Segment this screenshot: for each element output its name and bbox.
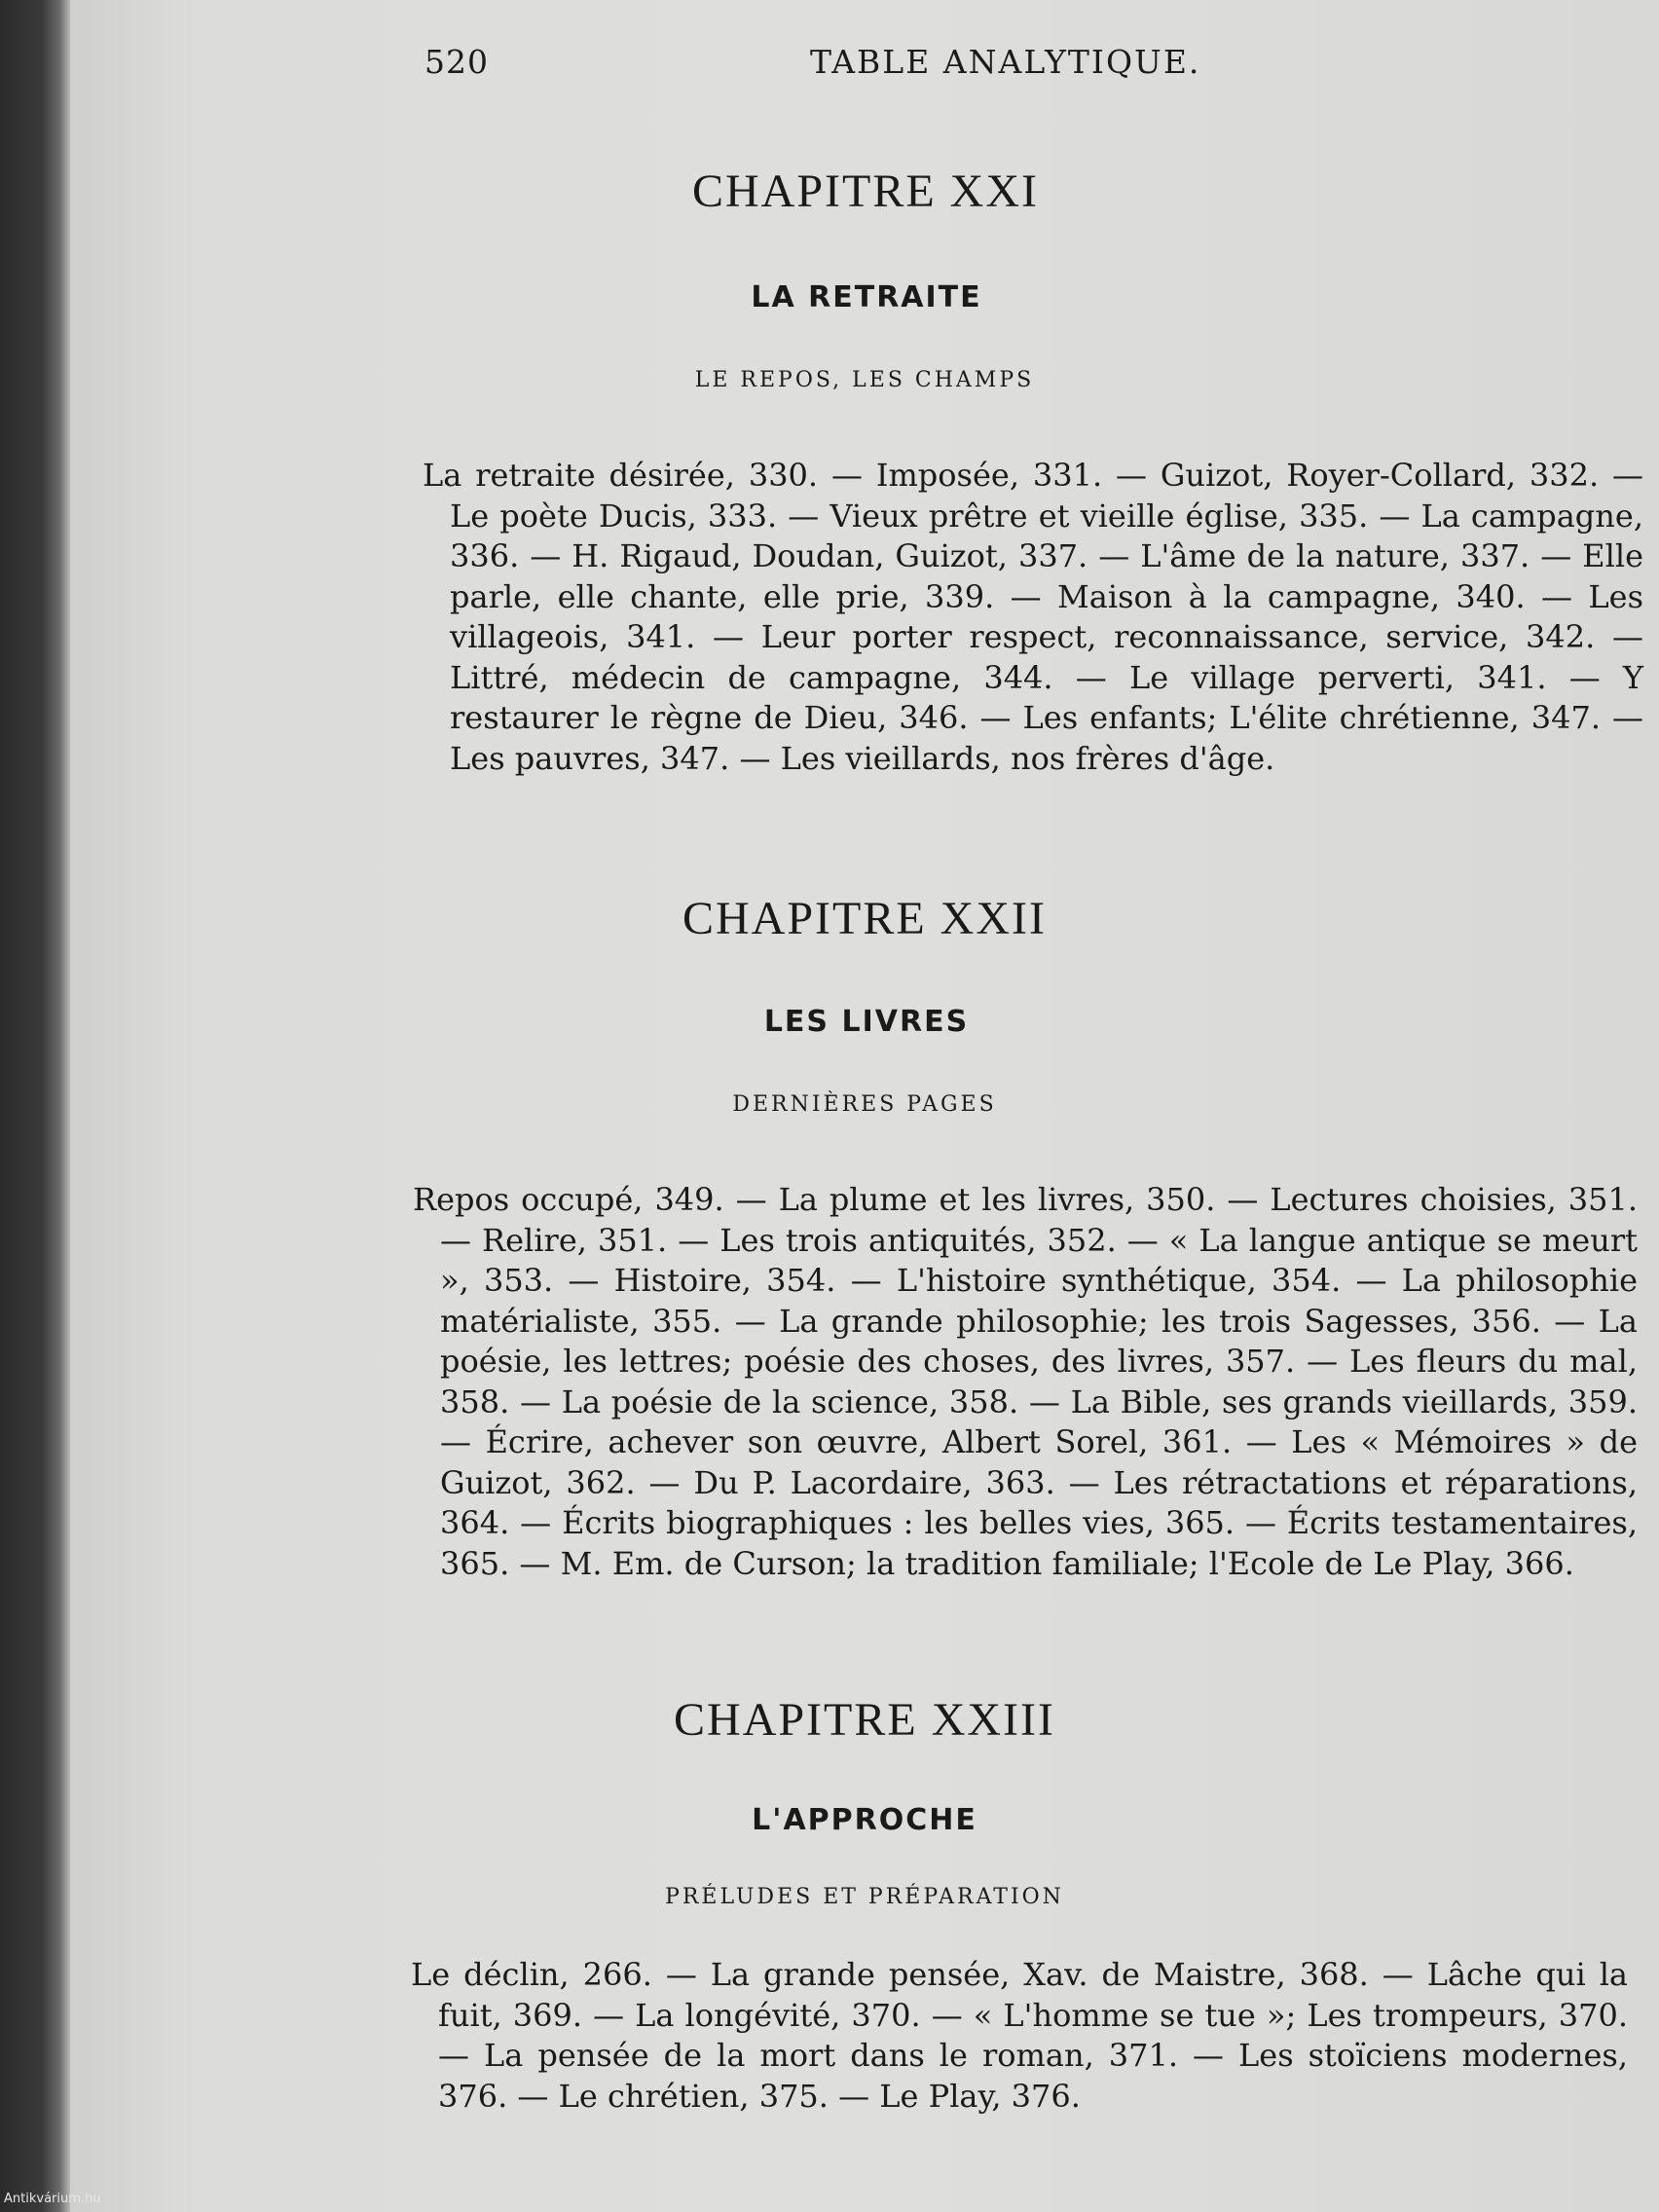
chapter-block (70, 164, 1659, 220)
chapter-heading-row (70, 278, 1659, 317)
book-page (70, 0, 1659, 2212)
chapter-subtitle: LE REPOS, LES CHAMPS (694, 368, 1035, 392)
chapter-block (70, 1692, 1659, 1749)
running-title: TABLE ANALYTIQUE. (810, 43, 1201, 81)
chapter-heading-row (70, 1003, 1659, 1042)
chapter-subtitle-row (70, 1883, 1659, 1912)
chapter-title: LES LIVRES (763, 1005, 970, 1039)
chapter-number: CHAPITRE XXIII (674, 1694, 1055, 1746)
chapter-title: LA RETRAITE (751, 280, 982, 314)
chapter-subtitle-row (70, 1090, 1659, 1120)
running-head (70, 43, 1659, 86)
chapter-block (70, 891, 1659, 947)
watermark: Antikvárium.hu (4, 2192, 101, 2206)
chapter-subtitle-row (70, 366, 1659, 395)
chapter-number: CHAPITRE XXI (692, 166, 1039, 217)
chapter-number: CHAPITRE XXII (682, 893, 1047, 944)
chapter-heading-row (70, 1801, 1659, 1840)
chapter-subtitle: PRÉLUDES ET PRÉPARATION (665, 1885, 1064, 1909)
chapter-summary: La retraite désirée, 330. — Imposée, 331. — Guizot, Royer-Collard, 332. — Le poète Ducis, 333. — Vieux prêtre et vieille église, 335. — La campagne, 336. — H. Rigaud, Doudan, Guizot, 337. — L'âme de la nature, 337. — Elle parle, elle chante, elle prie, 339. — Maison à la campagne, 340. — Les villageois, 341. — Leur porter respect, reconnaissance, service, 342. — Littré, médecin de campagne, 344. — Le village perverti, 341. — Y restaurer le règne de Dieu, 346. — Les enfants; L'élite chrétienne, 347. — Les pauvres, 347. — Les vieillards, nos frères d'âge. (423, 457, 1643, 777)
chapter-summary: Repos occupé, 349. — La plume et les livres, 350. — Lectures choisies, 351. — Relire, 351. — Les trois antiquités, 352. — « La langue antique se meurt », 353. — Histoire, 354. — L'histoire synthétique, 354. — La philosophie matérialiste, 355. — La grande philosophie; les trois Sagesses, 356. — La poésie, les lettres; poésie des choses, des livres, 357. — Les fleurs du mal, 358. — La poésie de la science, 358. — La Bible, ses grands vieillards, 359. — Écrire, achever son œuvre, Albert Sorel, 361. — Les « Mémoires » de Guizot, 362. — Du P. Lacordaire, 363. — Les rétractations et réparations, 364. — Écrits biographiques : les belles vies, 365. — Écrits testamentaires, 365. — M. Em. de Curson; la tradition familiale; l'Ecole de Le Play, 366. (413, 1181, 1638, 1582)
page-number: 520 (424, 43, 489, 81)
chapter-title: L'APPROCHE (752, 1803, 977, 1837)
chapter-subtitle: DERNIÈRES PAGES (732, 1092, 997, 1117)
book-binding-shadow (0, 0, 70, 2212)
chapter-summary: Le déclin, 266. — La grande pensée, Xav. de Maistre, 368. — Lâche qui la fuit, 369. — La longévité, 370. — « L'homme se tue »; Les trompeurs, 370. — La pensée de la mort dans le roman, 371. — Les stoïciens modernes, 376. — Le chrétien, 375. — Le Play, 376. (411, 1956, 1628, 2115)
